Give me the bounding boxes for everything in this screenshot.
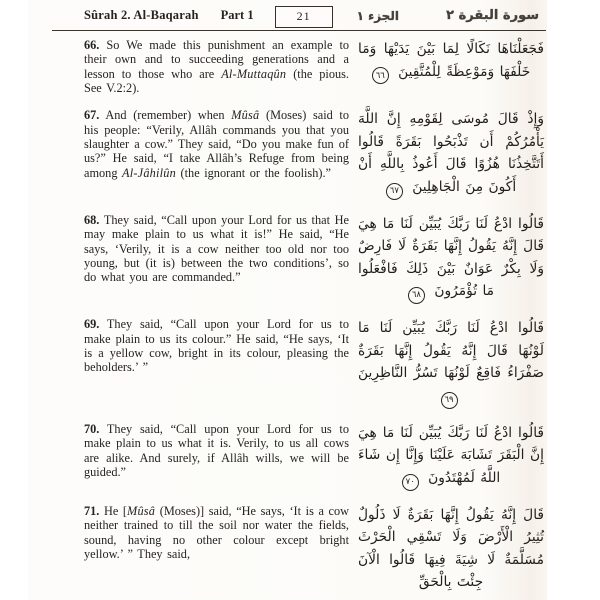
verse-end-marker: ٦٧ (386, 183, 403, 200)
verse-arabic-text: قَالَ إِنَّهُ يَقُولُ إِنَّهَا بَقَرَةٌ لَا ذَلُولٌ تُثِيرُ الْأَرْضَ وَلَا تَسْقِي الْحَرْثَ مُسَلَّمَةٌ لَا شِيَةَ فِيهَا قَالُوا الْآنَ جِئْتَ بِالْحَقِّ (358, 506, 544, 591)
verse-number: 70. (84, 421, 100, 436)
verse-arabic (358, 504, 544, 594)
verse-arabic-text: وَإِذْ قَالَ مُوسَى لِقَوْمِهِ إِنَّ اللَّهَ يَأْمُرُكُمْ أَن تَذْبَحُوا بَقَرَةً قَالُوا أَتَتَّخِذُنَا هُزُوًا قَالَ أَعُوذُ بِاللَّهِ أَنْ أَكُونَ مِنَ الْجَاهِلِينَ (358, 111, 544, 195)
verse-arabic (358, 317, 544, 408)
verse-row (84, 108, 544, 199)
verse-number: 67. (84, 108, 100, 123)
surah-arabic-label: سورة البقرة ٢ (446, 8, 539, 23)
verse-english: 67. And (remember) when Mûsâ (Moses) said to his people: “Verily, Allâh commands you that you slaughter a cow.” They said, “Do you make fun of us?” He said, “I take Allâh’s Refuge from being among Al-Jâhilûn (the ignorant or the foolish).” (84, 108, 349, 180)
verse-row (84, 213, 544, 304)
verse-english: 71. He [Mûsâ (Moses)] said, “He says, ‘It is a cow neither trained to till the soil nor water the fields, sound, having no other colour except bright yellow.’ ” They said, (84, 503, 349, 561)
page-header (28, 0, 547, 31)
part-label: Part 1 (220, 8, 254, 22)
verses (28, 31, 547, 598)
verse-row (84, 317, 544, 408)
verse-number: 69. (84, 317, 100, 332)
verse-row (84, 422, 544, 491)
verse-row (84, 38, 544, 95)
verse-number: 68. (84, 212, 100, 227)
verse-english: 70. They said, “Call upon your Lord for us to make plain to us what it is. Verily, to us all cows are alike. And surely, if Allâh wills, we will be guided.” (84, 421, 349, 479)
verse-arabic (358, 38, 544, 95)
page (28, 0, 547, 600)
verse-english: 68. They said, “Call upon your Lord for us that He may make plain to us what it is!” He said, “He says, ‘Verily, it is a cow neither too old nor too young, but (it is) between the two conditions’, so do what you are commanded.” (84, 212, 349, 285)
verse-arabic (358, 213, 544, 304)
verse-arabic (358, 422, 544, 491)
verse-row (84, 504, 544, 594)
verse-english: 69. They said, “Call upon your Lord for us to make plain to us its colour.” He said, “He says, ‘It is a yellow cow, bright in its colour, pleasing the beholders.’ ” (84, 317, 349, 375)
surah-title: Sûrah 2. Al-Baqarah (84, 8, 199, 22)
verse-arabic-text: قَالُوا ادْعُ لَنَا رَبَّكَ يُبَيِّن لَنَا مَا هِيَ قَالَ إِنَّهُ يَقُولُ إِنَّهَا بَقَرَةٌ لَا فَارِضٌ وَلَا بِكْرٌ عَوَانٌ بَيْنَ ذَلِكَ فَافْعَلُوا مَا تُؤْمَرُونَ (358, 215, 544, 300)
verse-end-marker: ٧٠ (402, 474, 419, 491)
verse-end-marker: ٦٨ (408, 287, 425, 304)
page-number: 21 (296, 9, 311, 23)
juz-arabic-label: الجزء ١ (356, 8, 399, 23)
verse-english: 66. So We made this punishment an example to their own and to succeeding generations and a lesson to those who are Al-Muttaqûn (the pious. See V.2:2). (84, 38, 350, 95)
verse-arabic (358, 108, 544, 199)
verse-end-marker: ٦٦ (372, 67, 389, 84)
verse-arabic-text: فَجَعَلْنَاهَا نَكَالًا لِمَا بَيْنَ يَدَيْهَا وَمَا خَلْفَهَا وَمَوْعِظَةً لِلْمُتَّقِينَ (358, 41, 544, 80)
page-number-box (275, 6, 333, 28)
header-rule (52, 30, 546, 31)
verse-arabic-text: قَالُوا ادْعُ لَنَا رَبَّكَ يُبَيِّن لَنَا مَا هِيَ إِنَّ الْبَقَرَ تَشَابَهَ عَلَيْنَا وَإِنَّا إِن شَاءَ اللَّهُ لَمُهْتَدُونَ (358, 424, 544, 486)
verse-end-marker: ٦٩ (441, 392, 458, 409)
verse-number: 71. (84, 503, 100, 518)
verse-arabic-text: قَالُوا ادْعُ لَنَا رَبَّكَ يُبَيِّن لَنَا مَا لَوْنُهَا قَالَ إِنَّهُ يَقُولُ إِنَّهَا بَقَرَةٌ صَفْرَاءُ فَاقِعٌ لَوْنُهَا تَسُرُّ النَّاظِرِينَ (358, 320, 544, 382)
verse-number: 66. (84, 38, 100, 52)
